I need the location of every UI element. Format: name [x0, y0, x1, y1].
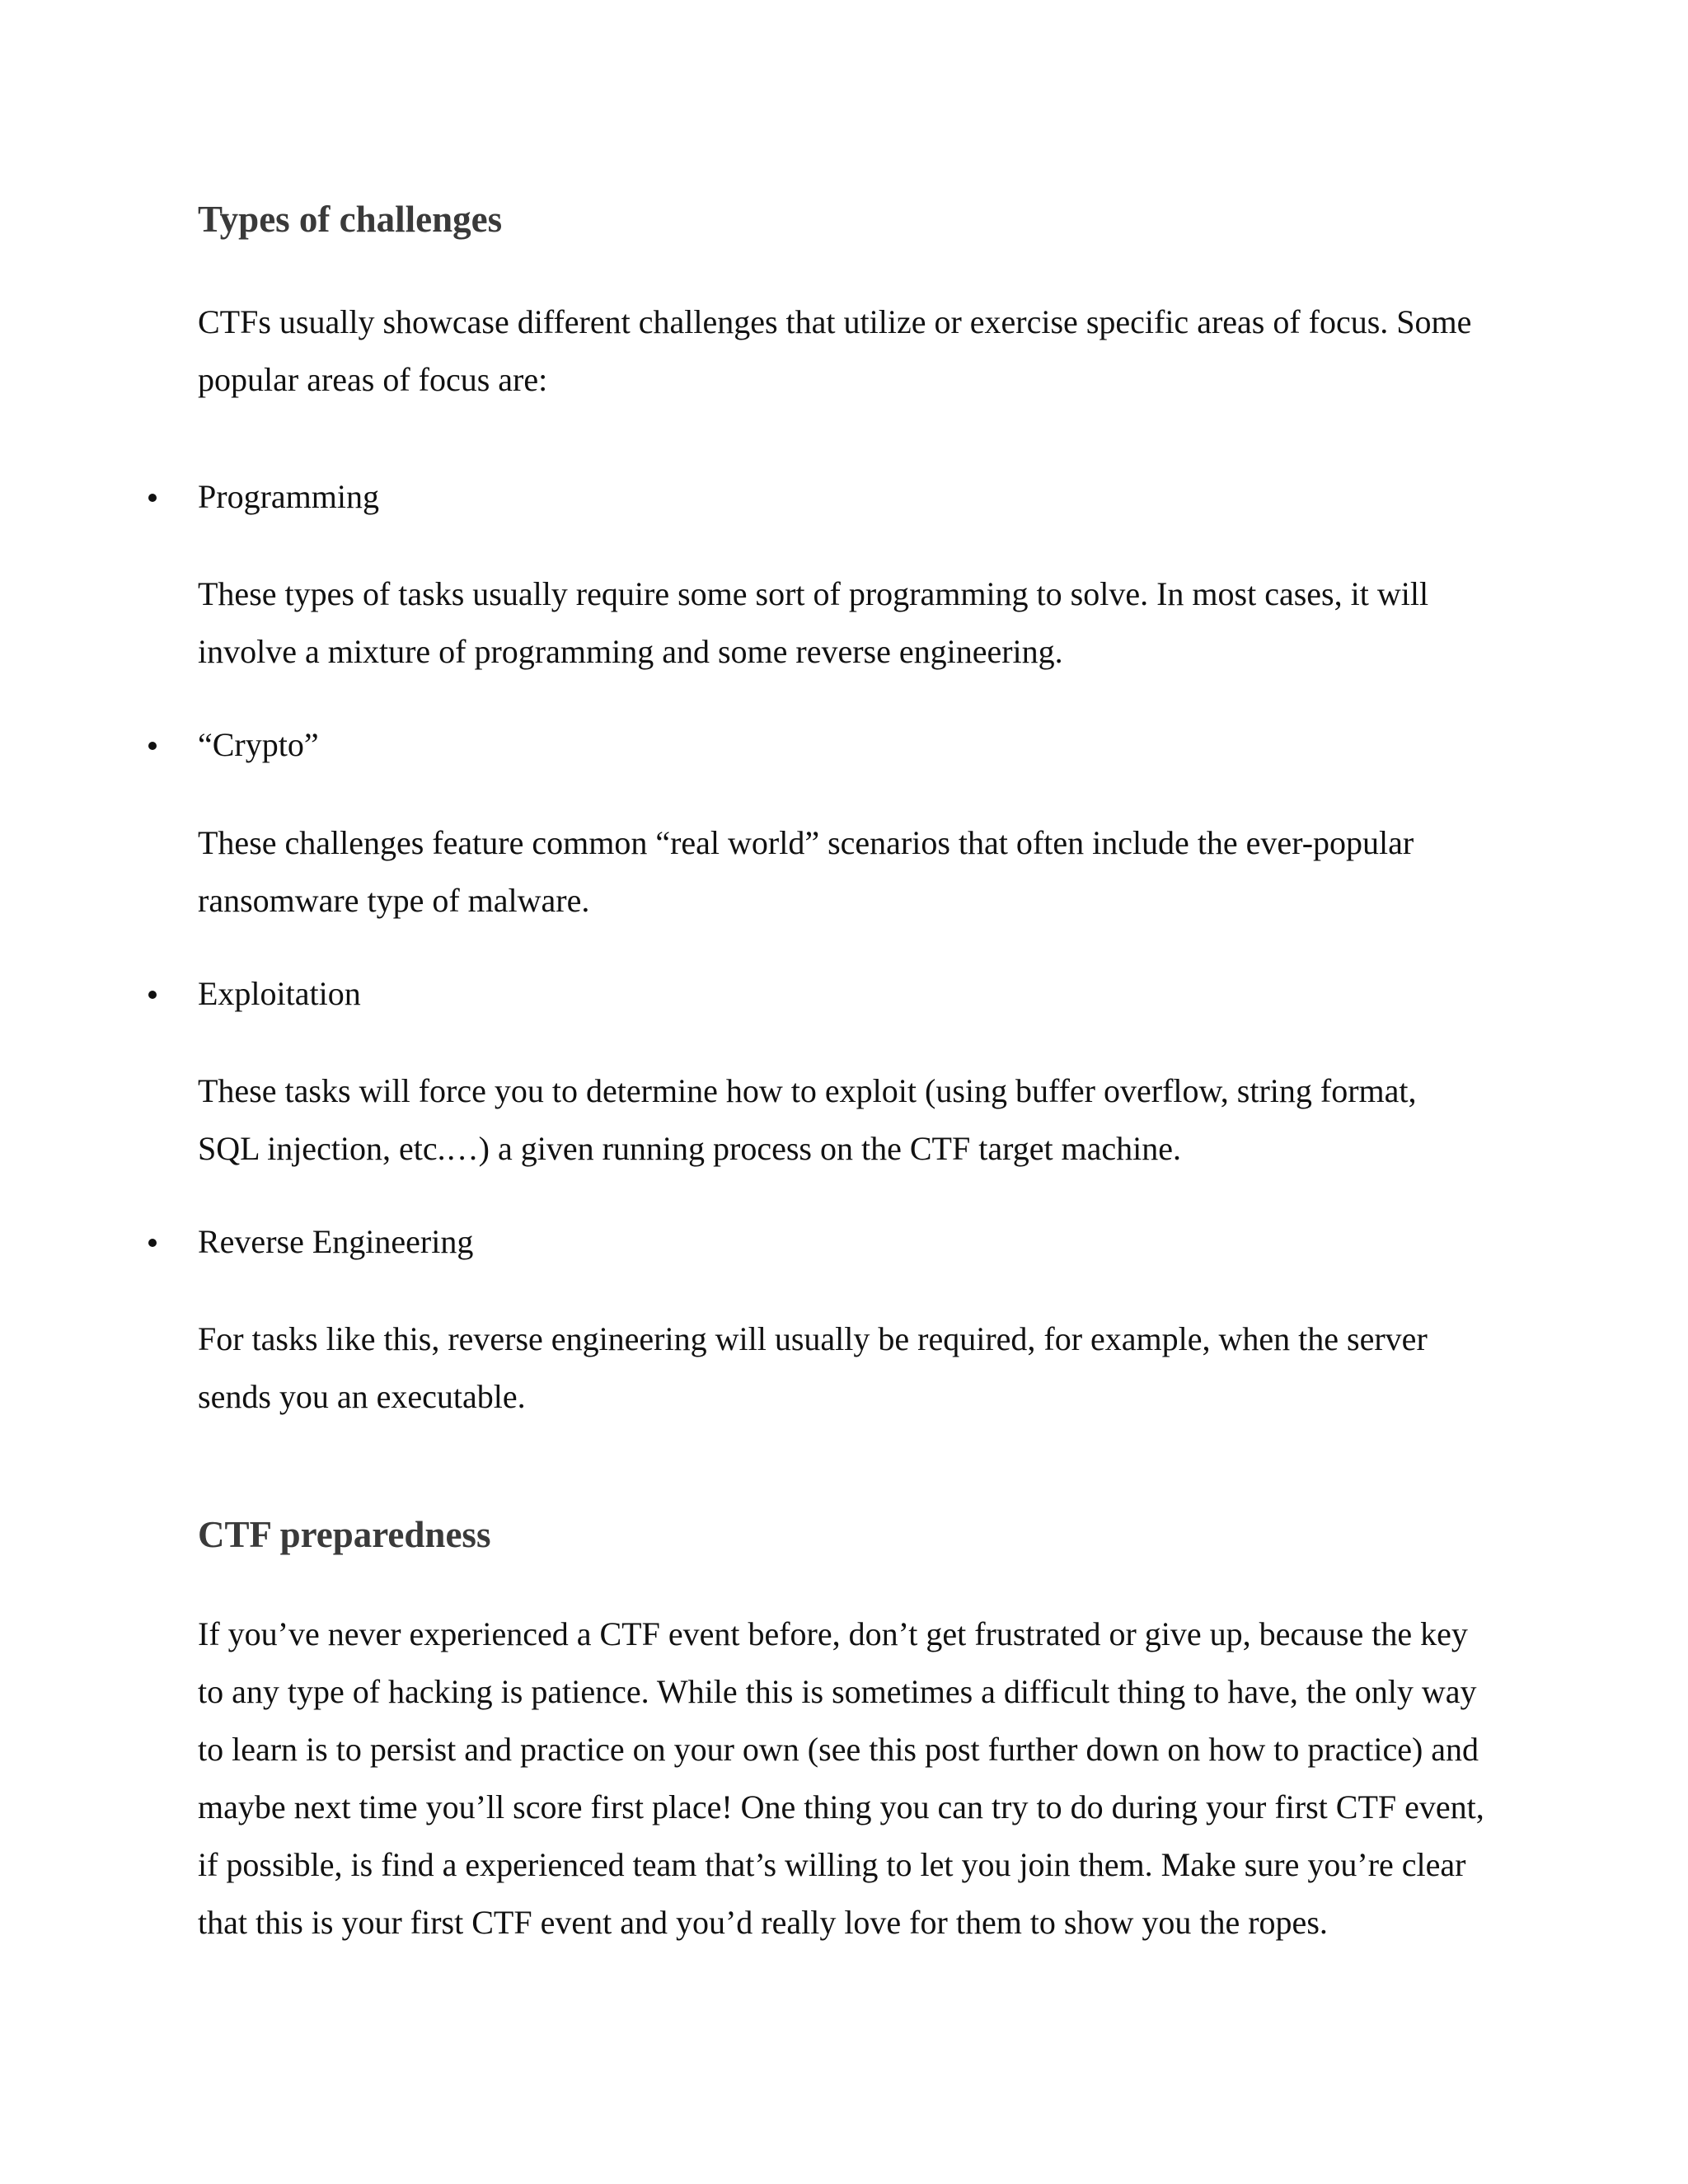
- bullet-icon: [148, 494, 157, 502]
- list-item-label: Exploitation: [198, 975, 361, 1012]
- bullet-icon: [148, 742, 157, 750]
- intro-paragraph: CTFs usually showcase different challenges that utilize or exercise specific areas of focus. Some popular areas of focus are:: [198, 303, 1472, 398]
- preparedness-paragraph: If you’ve never experienced a CTF event before, don’t get frustrated or give up, because the key to any type of hacking is patience. While this is sometimes a difficult thing to have, the only way to learn is to persist and practice on your own (see this post further down on how to practice) and maybe next time you’ll score first place! One thing you can try to do during your first CTF event, if possible, is find a experienced team that’s willing to let you join them. Make sure you’re clear that this is your first CTF event and you’d really love for them to show you the ropes.: [198, 1615, 1484, 1941]
- section-heading-ctf-preparedness: CTF preparedness: [198, 1514, 491, 1555]
- list-item-label: Programming: [198, 478, 379, 515]
- crypto-description: These challenges feature common “real world” scenarios that often include the ever-popular ransomware type of malware.: [198, 824, 1414, 919]
- bullet-icon: [148, 991, 157, 999]
- exploitation-description: These tasks will force you to determine how to exploit (using buffer overflow, string format, SQL injection, etc.…) a given running process on the CTF target machine.: [198, 1072, 1417, 1167]
- programming-description: These types of tasks usually require some sort of programming to solve. In most cases, it will involve a mixture of programming and some reverse engineering.: [198, 575, 1429, 670]
- section-heading-types-of-challenges: Types of challenges: [198, 199, 503, 240]
- list-item-label: “Crypto”: [198, 726, 319, 763]
- bullet-icon: [148, 1239, 157, 1247]
- reverse-engineering-description: For tasks like this, reverse engineering will usually be required, for example, when the server sends you an executable.: [198, 1320, 1428, 1415]
- list-item-label: Reverse Engineering: [198, 1223, 474, 1260]
